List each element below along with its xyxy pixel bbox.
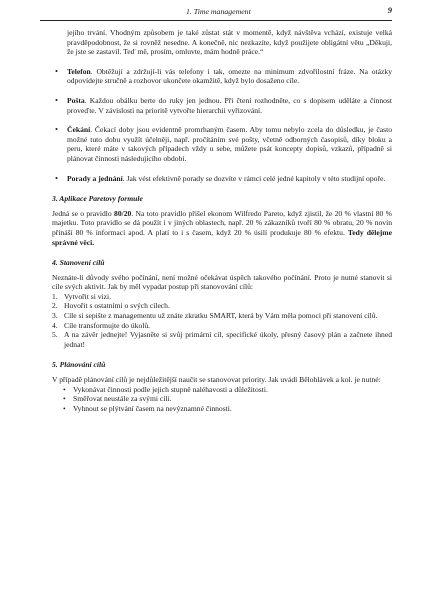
header-title: 1. Time management <box>186 7 251 16</box>
item-number: 3. <box>52 311 58 321</box>
section-heading-goals: 4. Stanovení cílů <box>52 258 105 268</box>
goals-intro: Neznáte-li důvody svého počínání, není možné očekávat úspěch takového počínání. Proto je nutné stanovit si cíle svých aktivit. Jak by měl vypadat postup při stanovování cílů: <box>52 272 392 292</box>
list-item: • Vykonávat činnosti podle jejich stupně naléhavosti a důležitosti. <box>62 385 392 395</box>
item-text: Cíle si sepište z managementu už znáte zkratku SMART, která by Vám měla pomoci při stanovení cílů. <box>64 311 378 321</box>
bullet-text: . Obtěžují a zdržují-li vás telefony i tak, omezte na minimum zdvořilostní fráze. Na otázky odpovídejte stručně a rozhovor ukončete okamžitě, když bylo dosaženo cíle. <box>67 66 392 86</box>
bullet-cekani <box>52 125 392 163</box>
page-content <box>52 28 392 413</box>
item-text: A na závěr jednejte! Vyjasněte si svůj primární cíl, specifické úkoly, přesný časový plán a začnete ihned jednat! <box>64 330 392 349</box>
bullet-text: . Čekací doby jsou evidentně promrhaným časem. Aby tomu nebylo zcela do důsledku, je často možné tuto dobu využít účelněji, např. pročítáním své pošty, včetně odborných časopisů, díky bloku a peru, které máte v takových případech vždy u sebe, můžete psát koncepty dopisů, vzkazů, případně si plánovat činnosti následujícího období. <box>67 125 392 163</box>
item-number: 1. <box>52 291 58 301</box>
section-heading-pareto: 3. Aplikace Paretovy formule <box>52 194 143 204</box>
running-header <box>40 4 392 21</box>
list-item <box>52 321 392 331</box>
pareto-conclusion: Tedy dělejme správné věci. <box>52 227 392 247</box>
bullet-term: Pošta <box>67 95 85 105</box>
list-item <box>52 311 392 321</box>
bullet-term: Porady a jednání <box>67 173 123 183</box>
pareto-paragraph <box>52 209 392 247</box>
bullet-text: . Jak vést efektivně porady se dozvíte v rámci celé jedné kapitoly v této studijní opoře. <box>122 173 386 183</box>
page-number: 9 <box>387 5 392 15</box>
item-number: 5. <box>52 330 58 340</box>
item-text: Cíle transformujte do úkolů. <box>64 320 151 330</box>
bullet-term: Čekání <box>67 125 91 135</box>
bullet-posta <box>52 96 392 115</box>
item-number: 4. <box>52 320 58 330</box>
planning-intro: V případě plánování cílů je nejdůležitější naučit se stanovovat priority. Jak uvádí Bělohlávek a kol. je nutné: <box>52 375 381 385</box>
time-wasters-list <box>52 67 392 183</box>
item-text: Vytvořit si vizi. <box>64 291 112 301</box>
list-item <box>52 292 392 302</box>
bullet-text: . Každou obálku berte do ruky jen jednou. Při čtení rozhodněte, co s dopisem uděláte a činnost proveďte. V závislosti na prioritě vytvořte hierarchii vyřizování. <box>67 95 392 115</box>
item-text: Hovořit s ostatními o svých cílech. <box>64 301 170 311</box>
list-item: • Vyhnout se plýtvání časem na nevýznamné činnosti. <box>62 404 392 414</box>
bullet-porady <box>52 174 392 184</box>
pareto-text: . Na toto pravidlo přišel ekonom Wilfredo Pareto, když zjistil, že 20 % vlastní 80 % majetku. Toto pravidlo se dá použít i v jiných oblastech, např. 20 % zákazníků tvoří 80 % obratu, 20 % novin přináší 80 % informací apod. A platí to i s časem, když 20 % úsilí produkuje 80 % efektu. <box>52 208 393 237</box>
pareto-rule: 80/20 <box>114 208 132 218</box>
bullet-term: Telefon <box>67 66 91 76</box>
item-number: 2. <box>52 301 58 311</box>
goals-steps-list <box>52 292 392 350</box>
bullet-telefon <box>52 67 392 86</box>
planning-list <box>52 385 392 414</box>
section-heading-planning: 5. Plánování cílů <box>52 360 106 370</box>
intro-paragraph: jejího trvání. Vhodným způsobem je také zůstat stát v momentě, když návštěva vchází, existuje velká pravděpodobnost, že si rovněž nesedne. A konečně, nic nezkazíte, když použijete obligátní větu „Děkuji, že jste se zastavil. Teď mě, prosím, omluvte, mám hodně práce.“ <box>67 28 392 57</box>
list-item <box>52 301 392 311</box>
list-item: • Směřovat neustále za svými cíli. <box>62 394 392 404</box>
list-item <box>52 330 392 349</box>
pareto-text: Jedná se o pravidlo <box>52 208 115 218</box>
